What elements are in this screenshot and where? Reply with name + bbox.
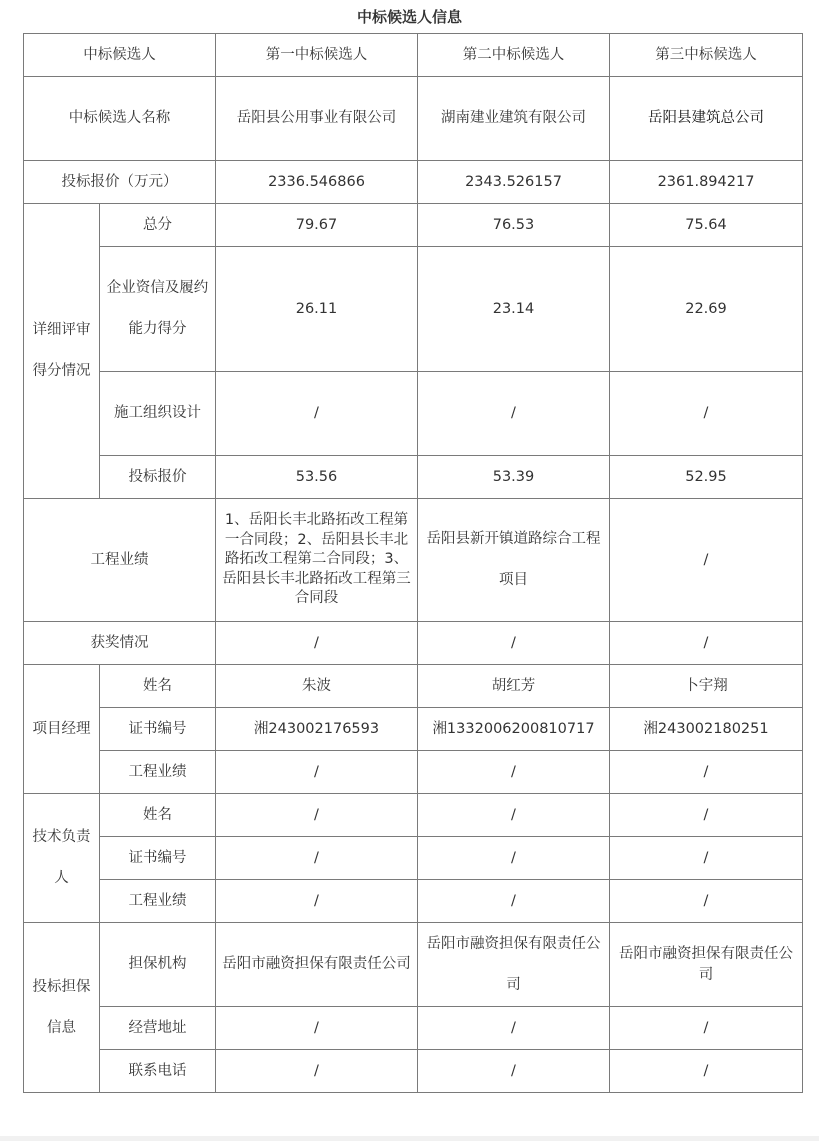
cell-value: 岳阳市融资担保有限责任公司 — [610, 923, 803, 1007]
cell-value: 湘1332006200810717 — [418, 708, 610, 751]
cell-value: 53.39 — [418, 456, 610, 499]
row-label: 担保机构 — [100, 923, 216, 1007]
cell-value: 胡红芳 — [418, 665, 610, 708]
table-row — [24, 837, 803, 880]
cell-value: / — [418, 794, 610, 837]
candidate-3-price: 2361.894217 — [610, 161, 803, 204]
candidate-2-performance: 岳阳县新开镇道路综合工程项目 — [418, 499, 610, 622]
candidate-table — [23, 33, 803, 1093]
cell-value: / — [216, 880, 418, 923]
cell-value: / — [610, 837, 803, 880]
table-row — [24, 161, 803, 204]
table-row — [24, 923, 803, 1007]
pm-group-label: 项目经理 — [24, 665, 100, 794]
table-row — [24, 708, 803, 751]
cell-value: / — [216, 372, 418, 456]
table-row — [24, 1007, 803, 1050]
candidate-3-performance: / — [610, 499, 803, 622]
cell-value: 湘243002176593 — [216, 708, 418, 751]
table-row — [24, 794, 803, 837]
row-label: 姓名 — [100, 665, 216, 708]
table-row — [24, 622, 803, 665]
row-label: 中标候选人名称 — [24, 77, 216, 161]
cell-value: / — [610, 880, 803, 923]
cell-value: / — [418, 622, 610, 665]
cell-value: 53.56 — [216, 456, 418, 499]
row-label: 证书编号 — [100, 837, 216, 880]
table-row — [24, 665, 803, 708]
row-label: 投标报价 — [100, 456, 216, 499]
cell-value: / — [418, 1050, 610, 1093]
row-label: 企业资信及履约能力得分 — [100, 247, 216, 372]
cell-value: / — [610, 372, 803, 456]
cell-value: / — [216, 622, 418, 665]
row-label: 联系电话 — [100, 1050, 216, 1093]
cell-value: / — [610, 751, 803, 794]
header-candidate-1: 第一中标候选人 — [216, 34, 418, 77]
header-candidate-3: 第三中标候选人 — [610, 34, 803, 77]
cell-value: / — [216, 1050, 418, 1093]
header-label: 中标候选人 — [24, 34, 216, 77]
row-label: 工程业绩 — [100, 880, 216, 923]
candidate-2-price: 2343.526157 — [418, 161, 610, 204]
table-row — [24, 499, 803, 622]
cell-value: 75.64 — [610, 204, 803, 247]
guarantee-group-label: 投标担保信息 — [24, 923, 100, 1093]
cell-value: / — [418, 880, 610, 923]
cell-value: / — [216, 837, 418, 880]
candidate-3-name: 岳阳县建筑总公司 — [610, 77, 803, 161]
candidate-2-name: 湖南建业建筑有限公司 — [418, 77, 610, 161]
cell-value: 79.67 — [216, 204, 418, 247]
table-row — [24, 1050, 803, 1093]
cell-value: 76.53 — [418, 204, 610, 247]
cell-value: 朱波 — [216, 665, 418, 708]
cell-value: / — [418, 837, 610, 880]
row-label: 经营地址 — [100, 1007, 216, 1050]
table-row — [24, 751, 803, 794]
cell-value: / — [418, 751, 610, 794]
row-label: 总分 — [100, 204, 216, 247]
cell-value: 岳阳市融资担保有限责任公司 — [418, 923, 610, 1007]
bottom-divider — [0, 1136, 819, 1141]
table-row — [24, 247, 803, 372]
candidate-1-performance: 1、岳阳长丰北路拓改工程第一合同段；2、岳阳县长丰北路拓改工程第二合同段；3、岳阳县长丰北路拓改工程第三合同段 — [216, 499, 418, 622]
tech-group-label: 技术负责人 — [24, 794, 100, 923]
page-title: 中标候选人信息 — [356, 8, 462, 26]
candidate-1-name: 岳阳县公用事业有限公司 — [216, 77, 418, 161]
cell-value: / — [610, 1007, 803, 1050]
table-row — [24, 77, 803, 161]
cell-value: 22.69 — [610, 247, 803, 372]
row-label: 获奖情况 — [24, 622, 216, 665]
cell-value: 26.11 — [216, 247, 418, 372]
table-row — [24, 204, 803, 247]
row-label: 姓名 — [100, 794, 216, 837]
cell-value: / — [610, 794, 803, 837]
row-label: 施工组织设计 — [100, 372, 216, 456]
cell-value: / — [418, 1007, 610, 1050]
cell-value: / — [216, 751, 418, 794]
cell-value: 卜宇翔 — [610, 665, 803, 708]
row-label: 工程业绩 — [24, 499, 216, 622]
cell-value: 岳阳市融资担保有限责任公司 — [216, 923, 418, 1007]
cell-value: 52.95 — [610, 456, 803, 499]
cell-value: / — [610, 622, 803, 665]
cell-value: / — [610, 1050, 803, 1093]
cell-value: 湘243002180251 — [610, 708, 803, 751]
row-label: 投标报价（万元） — [24, 161, 216, 204]
cell-value: / — [216, 794, 418, 837]
header-candidate-2: 第二中标候选人 — [418, 34, 610, 77]
cell-value: 23.14 — [418, 247, 610, 372]
candidate-1-price: 2336.546866 — [216, 161, 418, 204]
table-row — [24, 372, 803, 456]
detail-group-label: 详细评审得分情况 — [24, 204, 100, 499]
cell-value: / — [216, 1007, 418, 1050]
table-header-row — [24, 34, 803, 77]
row-label: 证书编号 — [100, 708, 216, 751]
table-row — [24, 880, 803, 923]
table-row — [24, 456, 803, 499]
row-label: 工程业绩 — [100, 751, 216, 794]
cell-value: / — [418, 372, 610, 456]
